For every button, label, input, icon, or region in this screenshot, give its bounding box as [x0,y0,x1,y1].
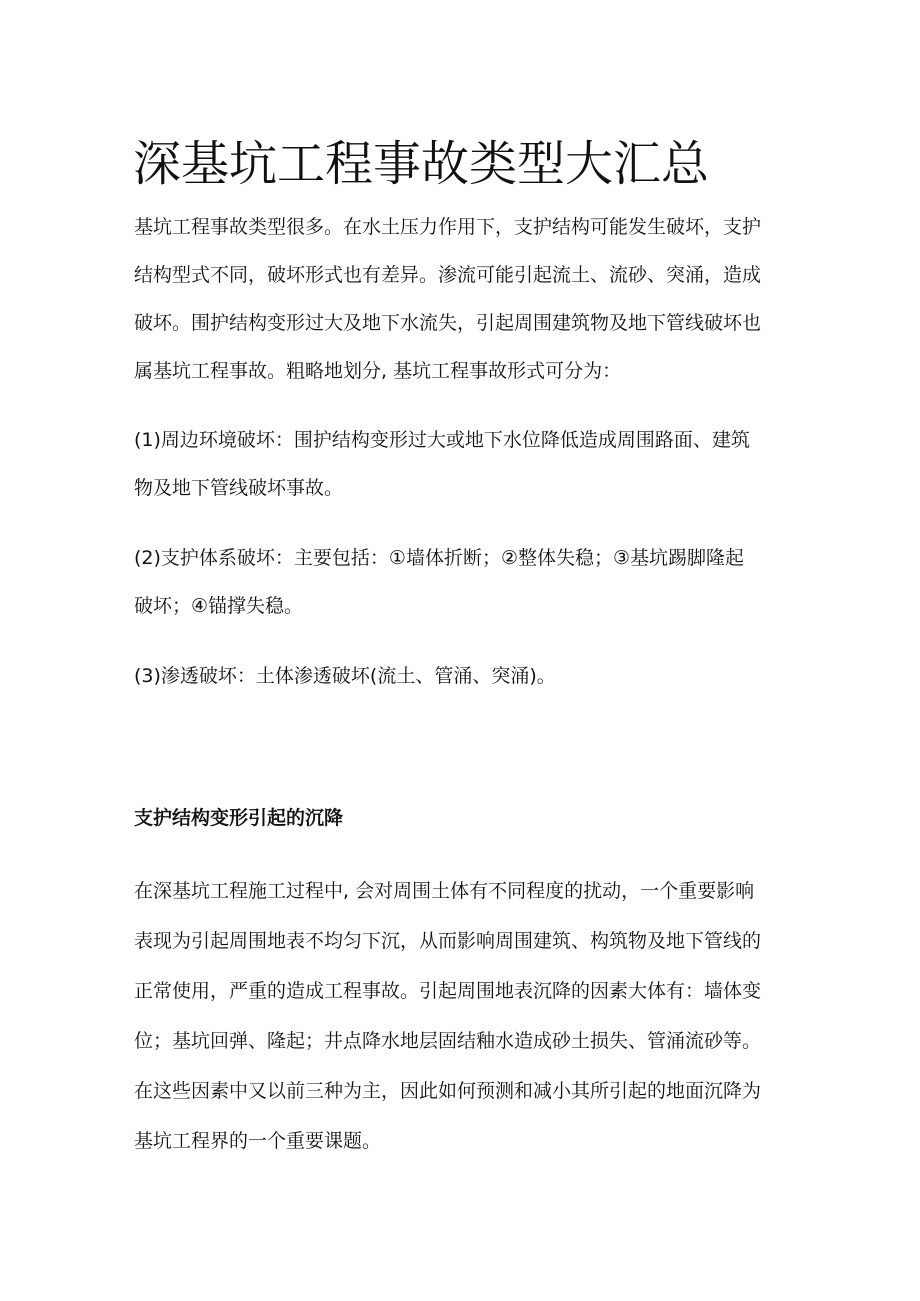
section-body-line: 位；基坑回弹、隆起；井点降水地层固结釉水造成砂土损失、管涌流砂等。 [134,1030,762,1052]
list-item-line: (1)周边环境破坏：围护结构变形过大或地下水位降低造成周围路面、建筑 [134,429,750,451]
section-body-line: 表现为引起周围地表不均匀下沉，从而影响周围建筑、构筑物及地下管线的 [134,930,762,952]
list-item-support-failure [134,534,798,630]
list-item-line: 物及地下管线破坏事故。 [134,477,344,499]
list-item-line: (2)支护体系破坏：主要包括：①墙体折断；②整体失稳；③基坑踢脚隆起 [134,547,745,569]
intro-line: 结构型式不同，破坏形式也有差异。渗流可能引起流土、流砂、突涌，造成 [134,264,762,286]
list-item-line: 破坏；④锚撑失稳。 [134,595,304,617]
list-item-line: (3)渗透破坏：土体渗透破坏(流土、管涌、突涌)。 [134,665,556,687]
intro-paragraph [134,203,798,395]
intro-line: 属基坑工程事故。粗略地划分, 基坑工程事故形式可分为： [134,360,622,382]
section-body-line: 在深基坑工程施工过程中, 会对周围土体有不同程度的扰动，一个重要影响 [134,880,755,902]
section-body-line: 正常使用，严重的造成工程事故。引起周围地表沉降的因素大体有：墙体变 [134,980,762,1002]
section-heading: 支护结构变形引起的沉降 [134,807,344,829]
list-item-seepage-failure [134,652,798,700]
document-title: 深基坑工程事故类型大汇总 [133,136,710,192]
section-body-paragraph [134,866,798,1166]
list-item-environment-damage [134,416,798,512]
intro-line: 破坏。围护结构变形过大及地下水流失，引起周围建筑物及地下管线破坏也 [134,312,762,334]
section-body-line: 在这些因素中又以前三种为主，因此如何预测和减小其所引起的地面沉降为 [134,1080,762,1102]
section-body-line: 基坑工程界的一个重要课题。 [134,1130,382,1152]
intro-line: 基坑工程事故类型很多。在水土压力作用下，支护结构可能发生破坏，支护 [134,216,762,238]
